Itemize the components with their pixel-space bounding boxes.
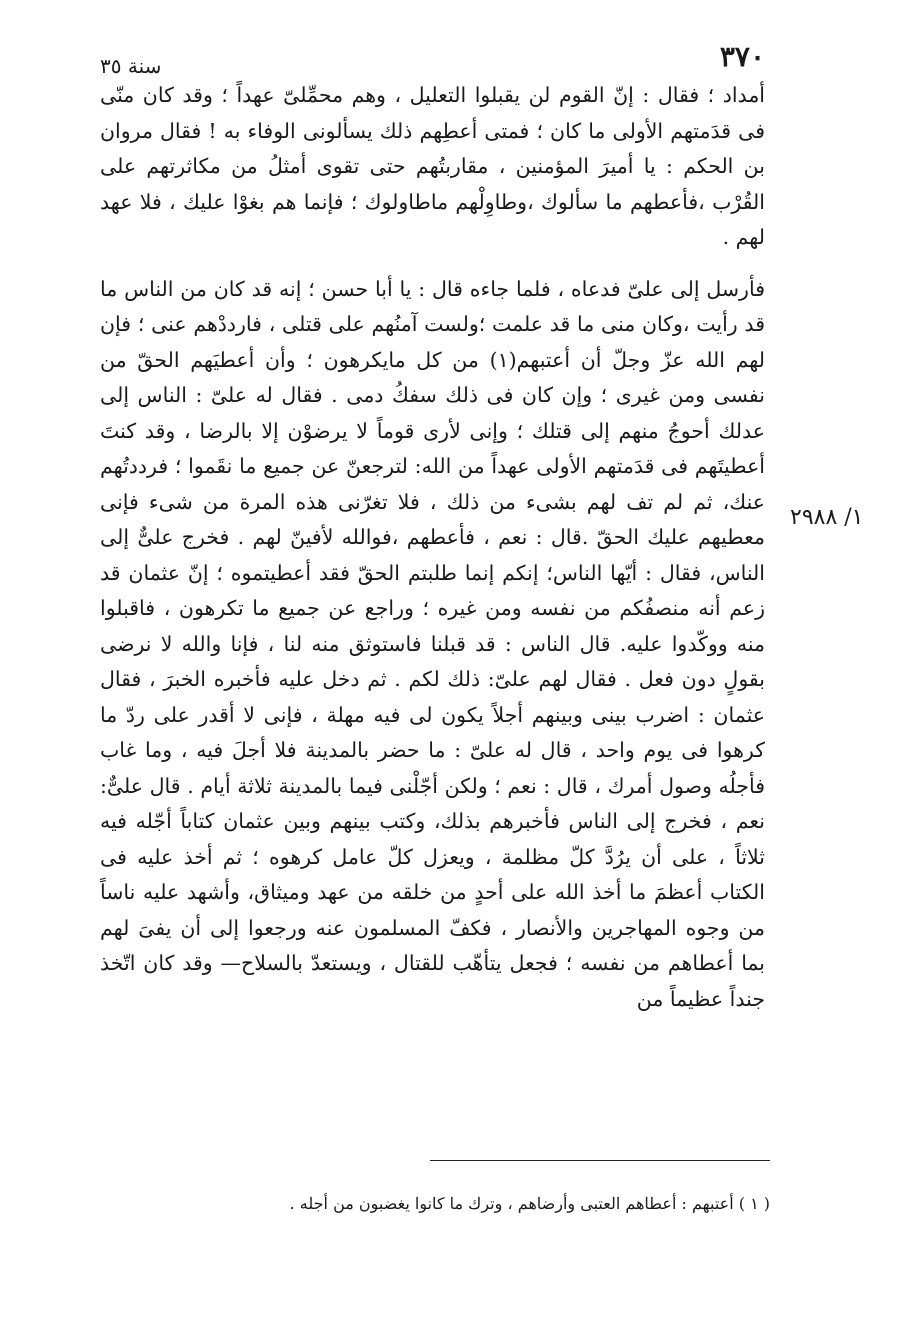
paragraph: فأرسل إلى علىّ فدعاه ، فلما جاءه قال : يا أبا حسن ؛ إنه قد كان من الناس ما قد رأيت ،وكان منى ما قد علمت ؛ولست آمنُهم على قتلى ، فارددْهم عنى ؛ فإن لهم الله عزّ وجلّ أن أعتبهم(١) من كل مايكرهون ؛ وأن أعطيَهم الحقّ من نفسى ومن غيرى ؛ وإن كان فى ذلك سفكُ دمى . فقال له علىّ : الناس إلى عدلك أحوجُ منهم إلى قتلك ؛ وإنى لأرى قوماً لا يرضوْن إلا بالرضا ، وقد كنتَ أعطيتَهم فى قدَمتهم الأولى عهداً من الله: لترجعنّ عن جميع ما نقَموا ؛ فرددتُهم عنك، ثم لم تف لهم بشىء من ذلك ، فلا تغرّنى هذه المرة من شىء فإنى معطيهم عليك الحقّ .قال : نعم ، فأعطهم ،فوالله لأفينّ لهم . فخرج علىٌّ إلى الناس، فقال : أيّها الناس؛ إنكم إنما طلبتم الحقّ فقد أعطيتموه ؛ إنّ عثمان قد زعم أنه منصفُكم من نفسه ومن غيره ؛ وراجع عن جميع ما تكرهون ، فاقبلوا منه ووكّدوا عليه. قال الناس : قد قبلنا فاستوثق منه لنا ، فإنا والله لا نرضى بقولٍ دون فعل . فقال لهم علىّ: ذلك لكم . ثم دخل عليه فأخبره الخبرَ ، فقال عثمان : اضرب بينى وبينهم أجلاً يكون لى فيه مهلة ، فإنى لا أقدر على ردّ ما كرهوا فى يوم واحد ، قال له علىّ : ما حضر بالمدينة فلا أجلَ فيه ، وما غاب فأجلُه وصول أمرك ، قال : نعم ؛ ولكن أجّلْنى فيما بالمدينة ثلاثة أيام . قال علىٌّ: نعم ، فخرج إلى الناس فأخبرهم بذلك، وكتب بينهم وبين عثمان كتاباً أجّله فيه ثلاثاً ، على أن يرُدَّ كلّ مظلمة ، ويعزل كلّ عامل كرهوه ؛ ثم أخذ عليه فى الكتاب أعظمَ ما أخذ الله على أحدٍ من خلقه من عهد وميثاق، وأشهد عليه ناساً من وجوه المهاجرين والأنصار ، فكفّ المسلمون عنه ورجعوا إلى أن يفىَ لهم بما أعطاهم من نفسه ؛ فجعل يتأهّب للقتال ، ويستعدّ بالسلاح— وقد كان اتّخذ جنداً عظيماً من xyxy=(100,276,766,1011)
running-head-year: سنة ٣٥ xyxy=(100,54,162,78)
footnote: ( ١ ) أعتبهم : أعطاهم العتبى وأرضاهم ، وترك ما كانوا يغضبون من أجله . xyxy=(289,1194,770,1213)
paragraph: أمداد ؛ فقال : إنّ القوم لن يقبلوا التعليل ، وهم محمِّلىّ عهداً ؛ وقد كان منّى فى قدَمتهم الأولى ما كان ؛ فمتى أعطِهم ذلك يسألونى الوفاء به ! فقال مروان بن الحكم : يا أميرَ المؤمنين ، مقاربتُهم حتى تقوى أمثلُ من مكاثرتهم على القُرْب ،فأعطهم ما سألوك ،وطاوِلْهم ماطاولوك ؛ فإنما هم بغوْا عليك ، فلا عهد لهم . xyxy=(100,83,765,249)
page-header xyxy=(100,40,765,80)
footnote-divider xyxy=(430,1160,770,1161)
main-text xyxy=(100,78,765,1017)
page-number: ٣٧٠ xyxy=(719,40,765,73)
margin-page-reference: ١/ ٢٩٨٨ xyxy=(790,505,864,530)
